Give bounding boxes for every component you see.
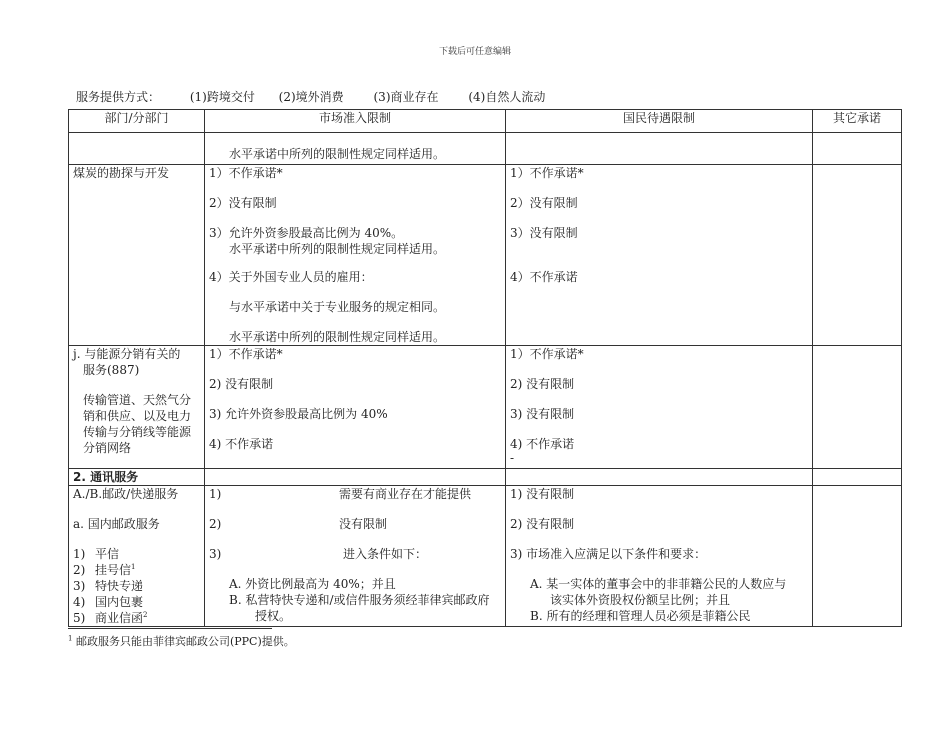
header-other: 其它承诺 xyxy=(813,110,902,133)
other-cell xyxy=(813,486,902,627)
national-line: 2）没有限制 xyxy=(510,196,578,210)
market-line: 1) 需要有商业存在才能提供 xyxy=(209,487,472,501)
supply-modes-label: 服务提供方式： xyxy=(76,90,161,104)
mode-natural-persons: (4)自然人流动 xyxy=(468,90,546,104)
sector-name: j. 与能源分销有关的 xyxy=(73,347,181,361)
market-line: 2) 没有限制 xyxy=(209,517,388,531)
national-line: 该实体外资股权份额呈比例；并且 xyxy=(550,593,731,607)
sector-cell xyxy=(69,469,205,486)
sector-cell xyxy=(69,165,205,346)
sector-name: 煤炭的勘探与开发 xyxy=(73,166,170,180)
market-line: 3）允许外资参股最高比例为 40%。 xyxy=(209,226,404,240)
supply-modes-line xyxy=(76,88,545,105)
national-cell xyxy=(506,165,813,346)
table-row xyxy=(69,165,902,346)
other-cell xyxy=(813,346,902,469)
national-cell xyxy=(506,133,813,165)
sector-name-cont: 服务(887) xyxy=(83,363,140,377)
national-cell xyxy=(506,346,813,469)
header-national-treatment: 国民待遇限制 xyxy=(506,110,813,133)
other-cell xyxy=(813,165,902,346)
footnote-mark: 1 xyxy=(68,634,73,643)
market-cell xyxy=(205,165,506,346)
header-note: 下载后可任意编辑 xyxy=(438,47,511,57)
list-item: 3) 特快专递 xyxy=(73,579,144,593)
header-market-access: 市场准入限制 xyxy=(205,110,506,133)
market-line: 1）不作承诺* xyxy=(209,166,283,180)
footnote-ref: 1 xyxy=(131,563,136,571)
national-dash: - xyxy=(510,451,515,465)
national-line: 1）不作承诺* xyxy=(510,347,584,361)
mode-consumption-abroad: (2)境外消费 xyxy=(278,90,344,104)
sector-cell xyxy=(69,486,205,627)
table-row xyxy=(69,486,902,627)
market-line: 1）不作承诺* xyxy=(209,347,283,361)
footnote-ref: 2 xyxy=(143,611,148,619)
list-item: 1) 平信 xyxy=(73,547,120,561)
footnote-text: 邮政服务只能由菲律宾邮政公司(PPC)提供。 xyxy=(75,635,295,648)
national-cell xyxy=(506,486,813,627)
market-text: 水平承诺中所列的限制性规定同样适用。 xyxy=(229,147,446,161)
market-line: 水平承诺中所列的限制性规定同样适用。 xyxy=(229,242,446,256)
market-line: 4）关于外国专业人员的雇用： xyxy=(209,270,373,284)
table-row xyxy=(69,346,902,469)
national-cell xyxy=(506,469,813,486)
national-line: 4）不作承诺 xyxy=(510,270,578,284)
section-title: 2. 通讯服务 xyxy=(73,470,139,484)
market-line: 4) 不作承诺 xyxy=(209,437,274,451)
header-sector: 部门/分部门 xyxy=(69,110,205,133)
market-line: 与水平承诺中关于专业服务的规定相同。 xyxy=(229,300,446,314)
national-line: 1) 没有限制 xyxy=(510,487,575,501)
national-line: B. 所有的经理和管理人员必须是菲籍公民 xyxy=(530,609,751,623)
sector-items xyxy=(73,546,200,626)
sector-cell xyxy=(69,346,205,469)
market-line: 2) 没有限制 xyxy=(209,377,274,391)
list-item: 5) 商业信函$^2$ xyxy=(73,611,148,625)
sector-name: A./B.邮政/快递服务 xyxy=(73,487,179,501)
sector-subtitle: a. 国内邮政服务 xyxy=(73,517,160,531)
sector-cell xyxy=(69,133,205,165)
market-line: B. 私营特快专递和/或信件服务须经菲律宾邮政府 xyxy=(229,593,490,607)
market-line: 授权。 xyxy=(255,609,292,623)
market-cell xyxy=(205,133,506,165)
footnote xyxy=(68,633,295,649)
market-cell xyxy=(205,486,506,627)
table-row xyxy=(69,133,902,165)
other-cell xyxy=(813,469,902,486)
market-cell xyxy=(205,469,506,486)
national-line: 4) 不作承诺 xyxy=(510,437,575,451)
sector-description: 传输管道、天然气分销和供应、以及电力传输与分销线等能源分销网络 xyxy=(83,393,192,455)
mode-cross-border: (1)跨境交付 xyxy=(189,90,255,104)
national-line: A. 某一实体的董事会中的非菲籍公民的人数应与 xyxy=(530,577,787,591)
market-line: 3) 允许外资参股最高比例为 40% xyxy=(209,407,388,421)
market-cell xyxy=(205,346,506,469)
footnote-divider xyxy=(68,628,272,629)
table-header-row xyxy=(69,110,902,133)
national-line: 3) 市场准入应满足以下条件和要求： xyxy=(510,547,707,561)
list-item: 4) 国内包裹 xyxy=(73,595,144,609)
market-line: 水平承诺中所列的限制性规定同样适用。 xyxy=(229,330,446,344)
national-line: 3) 没有限制 xyxy=(510,407,575,421)
mode-commercial-presence: (3)商业存在 xyxy=(373,90,439,104)
national-line: 1）不作承诺* xyxy=(510,166,584,180)
national-line: 3）没有限制 xyxy=(510,226,578,240)
market-line: A. 外资比例最高为 40%；并且 xyxy=(229,577,396,591)
other-cell xyxy=(813,133,902,165)
market-line: 2）没有限制 xyxy=(209,196,277,210)
table-row xyxy=(69,469,902,486)
national-line: 2) 没有限制 xyxy=(510,377,575,391)
market-line: 3) 进入条件如下： xyxy=(209,547,428,561)
national-line: 2) 没有限制 xyxy=(510,517,575,531)
commitments-table xyxy=(68,109,902,627)
list-item: 2) 挂号信$^1$ xyxy=(73,563,136,577)
